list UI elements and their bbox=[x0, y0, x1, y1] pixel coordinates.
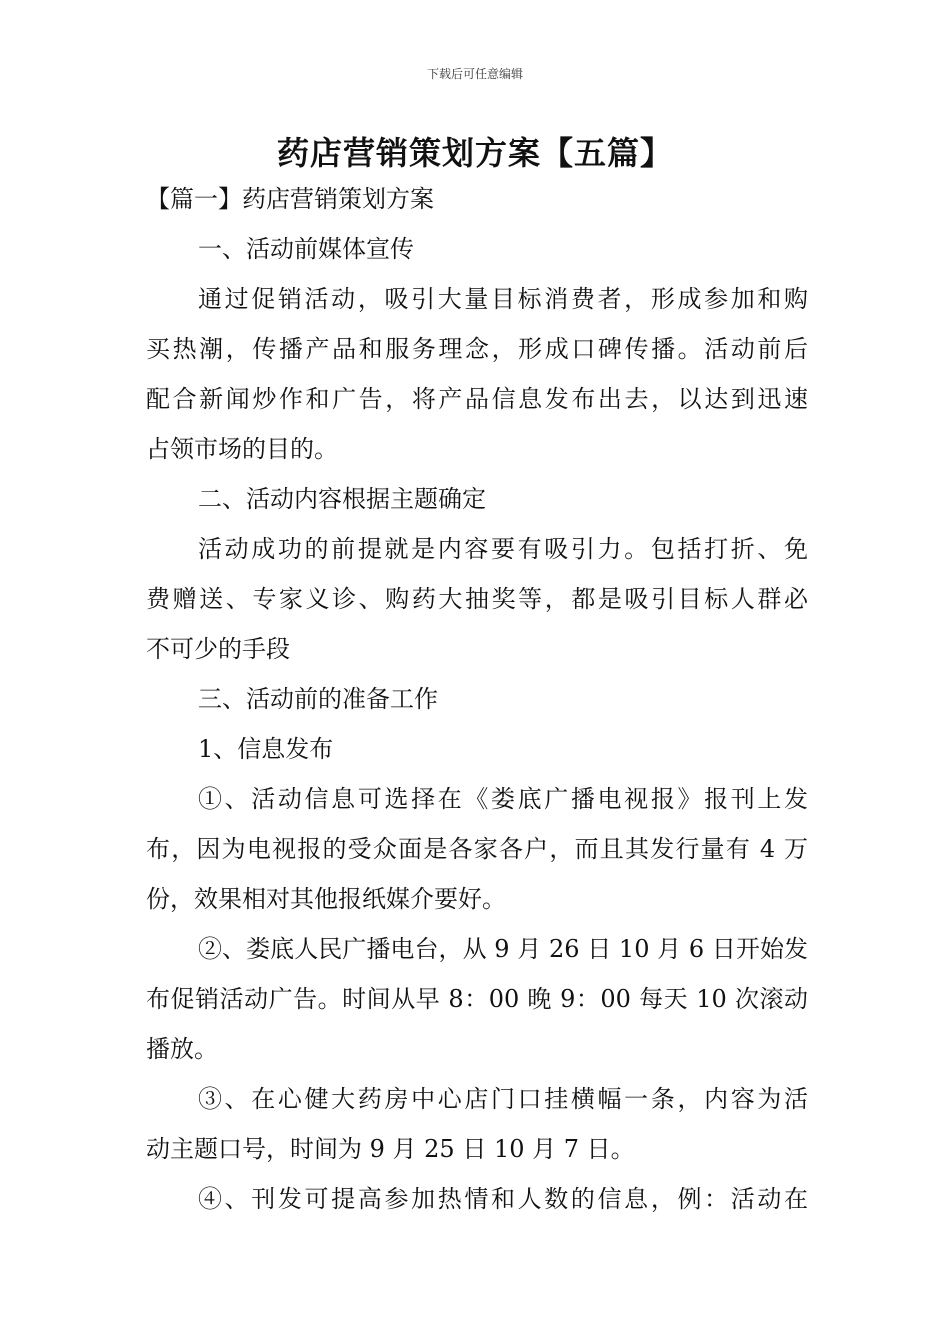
text-line: ④、刊发可提高参加热情和人数的信息，例：活动在 bbox=[198, 1185, 808, 1213]
text-line: 费赠送、专家义诊、购药大抽奖等，都是吸引目标人群必 bbox=[146, 585, 808, 613]
text-line: 不可少的手段 bbox=[146, 635, 290, 663]
text-line: 布促销活动广告。时间从早 8：00 晚 9：00 每天 10 次滚动 bbox=[146, 985, 808, 1013]
text-line: 二、活动内容根据主题确定 bbox=[198, 485, 486, 513]
text-line: ②、娄底人民广播电台，从 9 月 26 日 10 月 6 日开始发 bbox=[198, 935, 808, 963]
text-line: 【篇一】药店营销策划方案 bbox=[146, 185, 434, 213]
text-line: 1、信息发布 bbox=[198, 735, 334, 763]
text-line: 动主题口号，时间为 9 月 25 日 10 月 7 日。 bbox=[146, 1135, 635, 1163]
text-line: ③、在心健大药房中心店门口挂横幅一条，内容为活 bbox=[198, 1085, 808, 1113]
text-line: 布，因为电视报的受众面是各家各户，而且其发行量有 4 万 bbox=[146, 835, 808, 863]
text-line: 一、活动前媒体宣传 bbox=[198, 235, 414, 263]
text-line: 买热潮，传播产品和服务理念，形成口碑传播。活动前后 bbox=[146, 335, 808, 363]
text-line: ①、活动信息可选择在《娄底广播电视报》报刊上发 bbox=[198, 785, 808, 813]
document-body bbox=[146, 174, 808, 1224]
text-line: 配合新闻炒作和广告，将产品信息发布出去，以达到迅速 bbox=[146, 385, 808, 413]
document-title: 药店营销策划方案【五篇】 bbox=[276, 134, 673, 172]
text-line: 三、活动前的准备工作 bbox=[198, 685, 438, 713]
text-line: 播放。 bbox=[146, 1035, 218, 1063]
header-note: 下载后可任意编辑 bbox=[426, 67, 523, 81]
text-line: 份，效果相对其他报纸媒介要好。 bbox=[146, 885, 506, 913]
text-line: 通过促销活动，吸引大量目标消费者，形成参加和购 bbox=[198, 285, 808, 313]
text-line: 占领市场的目的。 bbox=[146, 435, 338, 463]
text-line: 活动成功的前提就是内容要有吸引力。包括打折、免 bbox=[198, 535, 808, 563]
